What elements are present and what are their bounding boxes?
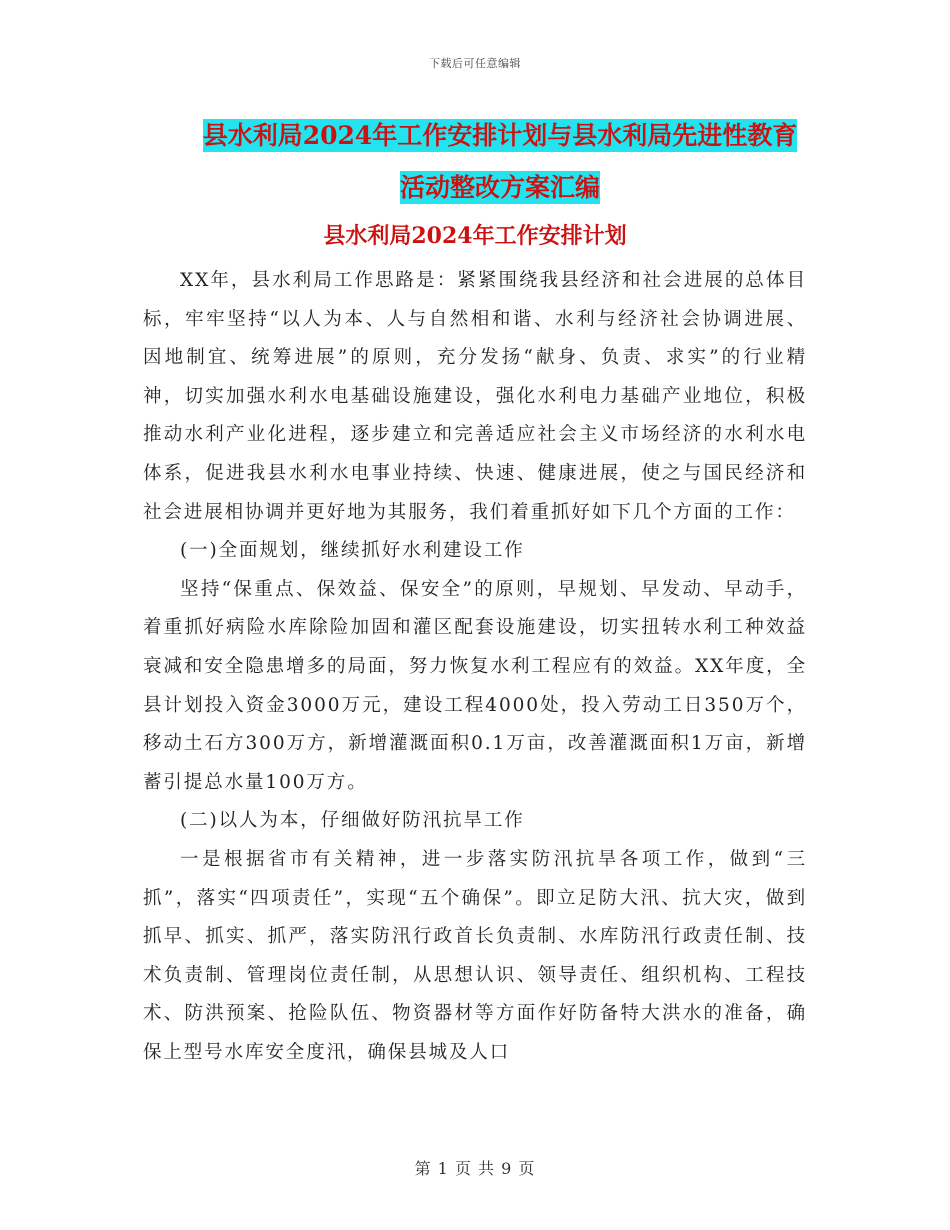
document-title xyxy=(140,110,860,214)
document-title-line-2: 活动整改方案汇编 xyxy=(399,173,600,202)
heading-part-1: (一)全面规划，继续抓好水利建设工作 xyxy=(180,540,525,562)
paragraph-construction: 坚持“保重点、保效益、保安全”的原则，早规划、早发动、早动手，着重抓好病险水库除险加固和灌区配套设施建设，切实扭转水利工种效益衰减和安全隐患增多的局面，努力恢复水利工程应有的效益。XX年度，全县计划投入资金3000万元，建设工程4000处，投入劳动工日350万个，移动土石方300万方，新增灌溉面积0.1万亩，改善灌溉面积1万亩，新增蓄引提总水量100万方。 xyxy=(143,578,807,793)
header-note: 下载后可任意编辑 xyxy=(429,57,521,70)
paragraph-intro: XX年，县水利局工作思路是：紧紧围绕我县经济和社会进展的总体目标，牢牢坚持“以人为本、人与自然相和谐、水利与经济社会协调进展、因地制宜、统筹进展”的原则，充分发扬“献身、负责、求实”的行业精神，切实加强水利水电基础设施建设，强化水利电力基础产业地位，积极推动水利产业化进程，逐步建立和完善适应社会主义市场经济的水利水电体系，促进我县水利水电事业持续、快速、健康进展，使之与国民经济和社会进展相协调并更好地为其服务，我们着重抓好如下几个方面的工作： xyxy=(143,270,807,523)
section-title: 县水利局2024年工作安排计划 xyxy=(323,223,627,249)
paragraph-flood-control: 一是根据省市有关精神，进一步落实防汛抗旱各项工作，做到“三抓”，落实“四项责任”，实现“五个确保”。即立足防大汛、抗大灾，做到抓早、抓实、抓严，落实防汛行政首长负责制、水库防汛行政责任制、技术负责制、管理岗位责任制，从思想认识、领导责任、组织机构、工程技术、防洪预案、抢险队伍、物资器材等方面作好防备特大洪水的准备，确保上型号水库安全度汛，确保县城及人口 xyxy=(143,848,807,1063)
page-number: 第 1 页 共 9 页 xyxy=(414,1159,536,1178)
heading-part-2: (二)以人为本，仔细做好防汛抗旱工作 xyxy=(180,810,525,832)
document-title-line-1: 县水利局2024年工作安排计划与县水利局先进性教育 xyxy=(202,121,798,150)
document-body xyxy=(143,262,807,1072)
